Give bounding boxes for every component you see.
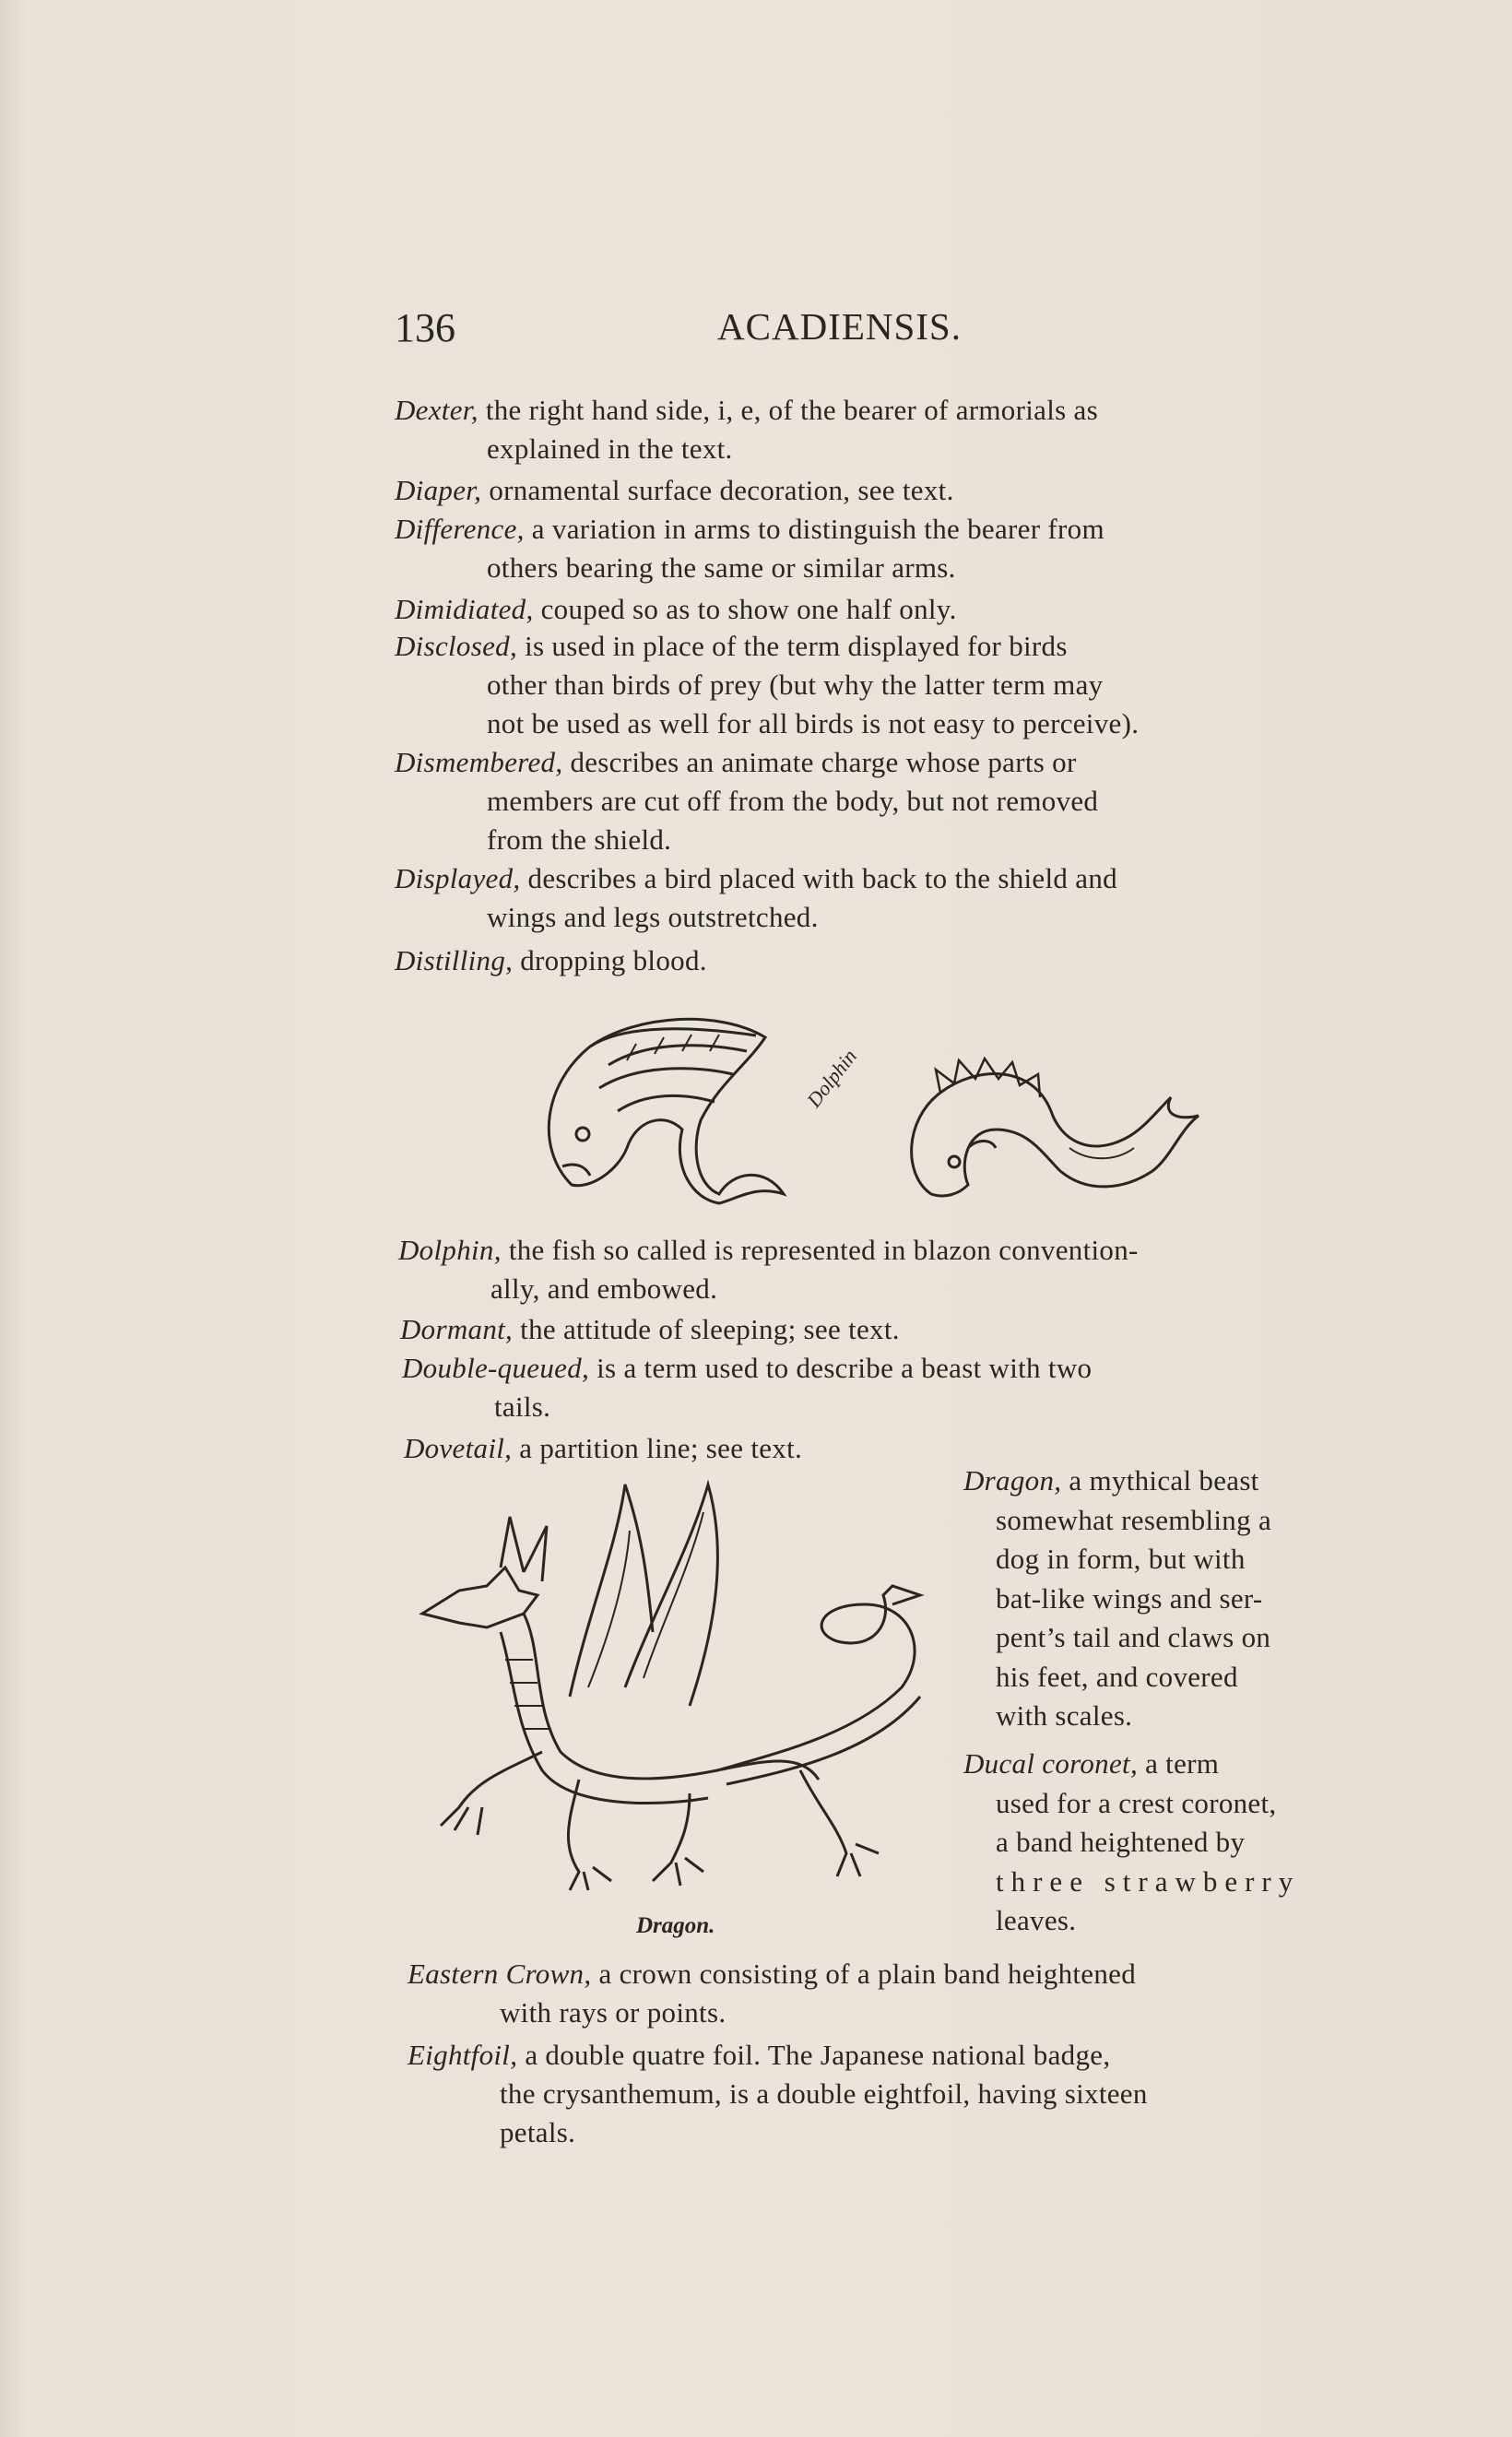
- glossary-entry-dismembered: [395, 743, 1098, 859]
- entry-term: Difference,: [395, 513, 525, 545]
- glossary-entry-difference: [395, 510, 1104, 587]
- glossary-entry-eastern-crown: [408, 1955, 1136, 2032]
- entry-term: Double-queued,: [402, 1352, 590, 1384]
- entry-text: a variation in arms to distinguish the bearer from: [531, 513, 1104, 545]
- entry-term: Diaper,: [395, 474, 482, 506]
- entry-text: the right hand side, i, e, of the bearer of armorials as: [485, 394, 1098, 426]
- entry-text: a partition line; see text.: [519, 1432, 803, 1464]
- glossary-entry-displayed: [395, 859, 1117, 937]
- entry-term: Distilling,: [395, 944, 514, 976]
- entry-text: a crown consisting of a plain band heightened: [598, 1958, 1137, 1990]
- entry-text: pent’s tail and claws on: [996, 1621, 1271, 1653]
- entry-text: a term: [1145, 1747, 1220, 1780]
- entry-text: a mythical beast: [1069, 1464, 1259, 1497]
- entry-text: the attitude of sleeping; see text.: [520, 1313, 900, 1345]
- entry-text: the fish so called is represented in blazon convention-: [508, 1234, 1139, 1266]
- entry-term: Dimidiated,: [395, 593, 534, 625]
- entry-text: not be used as well for all birds is not easy to perceive).: [487, 707, 1140, 739]
- glossary-entry-distilling: [395, 941, 707, 980]
- glossary-entry-diaper: [395, 471, 954, 510]
- entry-text: a band heightened by: [996, 1826, 1246, 1858]
- entry-text: is a term used to describe a beast with two: [597, 1352, 1093, 1384]
- entry-term: Dismembered,: [395, 746, 563, 778]
- dragon-illustration: [413, 1475, 957, 1909]
- entry-text: ally, and embowed.: [490, 1272, 718, 1305]
- entry-text: members are cut off from the body, but not removed: [487, 785, 1099, 817]
- dolphin-caption: Dolphin: [802, 1045, 862, 1112]
- entry-text: used for a crest coronet,: [996, 1786, 1277, 1819]
- entry-text: petals.: [500, 2116, 576, 2148]
- glossary-entry-eightfoil: [408, 2036, 1148, 2152]
- page-header: [395, 304, 1344, 360]
- entry-term: Dragon,: [963, 1464, 1062, 1497]
- entry-text: dropping blood.: [520, 944, 707, 976]
- entry-text: from the shield.: [487, 823, 672, 856]
- dolphin-illustration: [535, 1010, 1208, 1213]
- entry-term: Dovetail,: [404, 1432, 513, 1464]
- entry-text: leaves.: [996, 1904, 1077, 1936]
- entry-term: Disclosed,: [395, 630, 518, 662]
- entry-text: bat-like wings and ser-: [996, 1581, 1263, 1615]
- glossary-entry-disclosed: [395, 627, 1139, 743]
- dragon-caption: Dragon.: [636, 1913, 715, 1938]
- entry-term: Dexter,: [395, 394, 478, 426]
- glossary-entry-dovetail: [404, 1429, 802, 1468]
- entry-text: a double quatre foil. The Japanese national badge,: [525, 2039, 1111, 2071]
- glossary-entry-double-queued: [402, 1349, 1092, 1426]
- entry-term: Displayed,: [395, 862, 521, 894]
- entry-text: with rays or points.: [500, 1996, 726, 2029]
- entry-text: ornamental surface decoration, see text.: [489, 474, 954, 506]
- entry-text: is used in place of the term displayed for birds: [525, 630, 1068, 662]
- entry-term: Dolphin,: [398, 1234, 502, 1266]
- entry-term: Eightfoil,: [408, 2039, 518, 2071]
- entry-text: three strawberry: [996, 1864, 1301, 1898]
- running-head: ACADIENSIS.: [717, 305, 962, 348]
- entry-text: other than birds of prey (but why the latter term may: [487, 668, 1104, 701]
- glossary-entry-ducal-coronet: [963, 1745, 1300, 1941]
- glossary-entry-dolphin: [398, 1231, 1139, 1308]
- entry-text: explained in the text.: [487, 432, 733, 465]
- entry-text: describes an animate charge whose parts or: [570, 746, 1077, 778]
- entry-text: describes a bird placed with back to the shield and: [527, 862, 1117, 894]
- glossary-entry-dragon: [963, 1461, 1271, 1736]
- entry-text: with scales.: [996, 1699, 1133, 1732]
- glossary-entry-dormant: [400, 1310, 900, 1349]
- page-number: 136: [395, 305, 455, 350]
- entry-text: somewhat resembling a: [996, 1503, 1271, 1536]
- entry-text: others bearing the same or similar arms.: [487, 551, 956, 584]
- entry-term: Ducal coronet,: [963, 1747, 1139, 1780]
- entry-text: wings and legs outstretched.: [487, 901, 819, 933]
- entry-text: the crysanthemum, is a double eightfoil, having sixteen: [500, 2077, 1148, 2110]
- entry-term: Dormant,: [400, 1313, 514, 1345]
- glossary-entry-dimidiated: [395, 590, 957, 629]
- glossary-entry-dexter: [395, 391, 1098, 468]
- entry-text: his feet, and covered: [996, 1660, 1238, 1693]
- entry-text: tails.: [494, 1390, 551, 1423]
- entry-text: dog in form, but with: [996, 1543, 1246, 1575]
- entry-text: couped so as to show one half only.: [540, 593, 957, 625]
- entry-term: Eastern Crown,: [408, 1958, 592, 1990]
